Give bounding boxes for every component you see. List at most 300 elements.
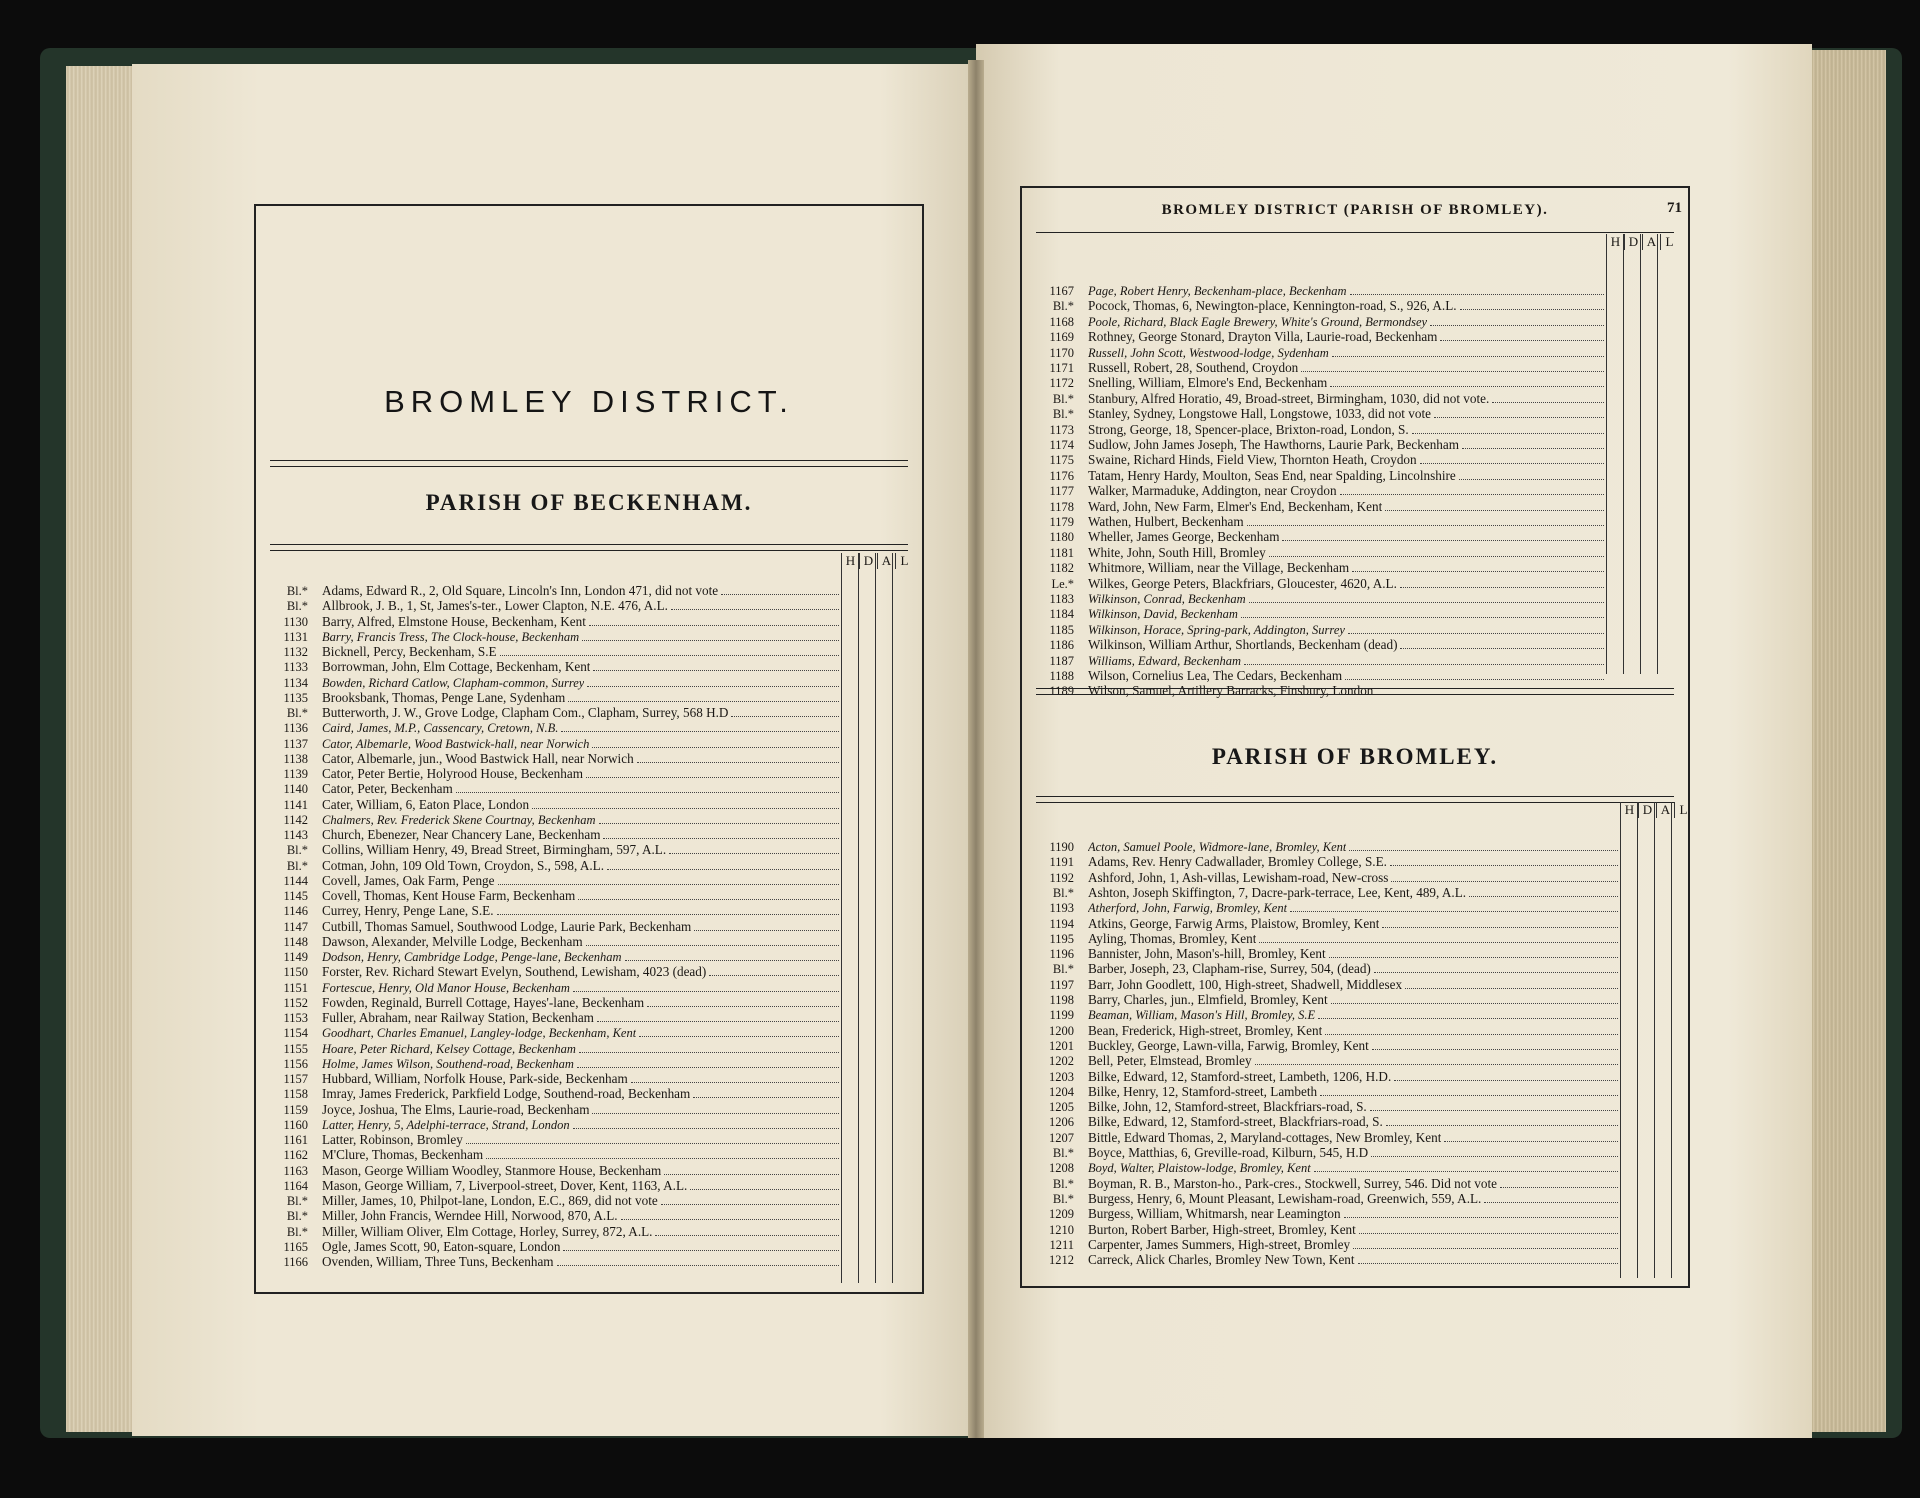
entry-text: Hubbard, William, Norfolk House, Park-side, Beckenham bbox=[322, 1072, 628, 1086]
leader-dots bbox=[693, 1088, 839, 1098]
entry-number: Bl.* bbox=[1052, 299, 1074, 314]
list-item bbox=[264, 935, 839, 949]
entry-text: Stanley, Sydney, Longstowe Hall, Longstowe, 1033, did not vote bbox=[1088, 407, 1431, 422]
entry-number: 1160 bbox=[283, 1117, 308, 1132]
list-item bbox=[1030, 1238, 1618, 1252]
entry-number: 1162 bbox=[283, 1148, 308, 1163]
leader-dots bbox=[1400, 639, 1604, 649]
leader-dots bbox=[1331, 994, 1618, 1004]
leader-dots bbox=[1241, 608, 1604, 618]
entry-text: Barber, Joseph, 23, Clapham-rise, Surrey, 504, (dead) bbox=[1088, 962, 1371, 977]
list-item bbox=[1030, 515, 1604, 529]
entry-number: 1133 bbox=[283, 660, 308, 675]
entry-number: Bl.* bbox=[286, 706, 308, 720]
list-item bbox=[1030, 840, 1618, 854]
entry-text: Imray, James Frederick, Parkfield Lodge, Southend-road, Beckenham bbox=[322, 1087, 691, 1102]
entry-number: 1199 bbox=[1049, 1008, 1074, 1023]
leader-dots bbox=[593, 661, 839, 671]
entry-number: 1183 bbox=[1049, 592, 1074, 606]
entry-number: 1196 bbox=[1049, 947, 1074, 962]
entry-text: Walker, Marmaduke, Addington, near Croydon bbox=[1088, 484, 1337, 499]
entry-number: 1192 bbox=[1049, 870, 1074, 885]
entry-number: 1139 bbox=[283, 767, 308, 781]
col-a: A bbox=[1656, 802, 1674, 818]
entry-number: 1168 bbox=[1049, 314, 1074, 329]
entry-number: 1151 bbox=[283, 980, 308, 995]
list-item bbox=[264, 676, 839, 690]
leader-dots bbox=[1371, 1147, 1618, 1157]
entry-number: 1177 bbox=[1049, 484, 1074, 499]
entry-text: Carpenter, James Summers, High-street, Bromley bbox=[1088, 1237, 1351, 1252]
leader-dots bbox=[690, 1180, 839, 1190]
leader-dots bbox=[1352, 562, 1604, 572]
list-item bbox=[1030, 886, 1618, 900]
entry-text: Cutbill, Thomas Samuel, Southwood Lodge, Laurie Park, Beckenham bbox=[322, 919, 692, 934]
leader-dots bbox=[1405, 979, 1618, 989]
list-item bbox=[1030, 315, 1604, 329]
leader-dots bbox=[498, 875, 839, 885]
leader-dots bbox=[1345, 670, 1604, 680]
entry-text: Covell, James, Oak Farm, Penge bbox=[322, 873, 495, 888]
entry-text: Brooksbank, Thomas, Penge Lane, Sydenham bbox=[322, 690, 566, 705]
hdal-column-header bbox=[841, 553, 913, 569]
list-item bbox=[1030, 901, 1618, 915]
entry-text: Latter, Robinson, Bromley bbox=[322, 1133, 463, 1147]
list-item bbox=[264, 981, 839, 995]
entry-number: 1135 bbox=[283, 690, 308, 705]
leader-dots bbox=[1325, 1025, 1618, 1035]
entry-number: 1157 bbox=[283, 1072, 308, 1086]
entry-number: 1153 bbox=[283, 1011, 308, 1025]
list-item bbox=[1030, 1054, 1618, 1068]
list-item bbox=[1030, 530, 1604, 544]
entry-number: 1184 bbox=[1049, 607, 1074, 622]
leader-dots bbox=[597, 1012, 839, 1022]
list-item bbox=[1030, 684, 1604, 698]
entry-number: Bl.* bbox=[1052, 962, 1074, 977]
entry-number: Bl.* bbox=[286, 843, 308, 858]
entry-text: Bannister, John, Mason's-hill, Bromley, Kent bbox=[1088, 947, 1326, 962]
leader-dots bbox=[466, 1134, 839, 1144]
leader-dots bbox=[1469, 887, 1618, 897]
entry-text: Boyce, Matthias, 6, Greville-road, Kilburn, 545, H.D bbox=[1088, 1146, 1369, 1160]
leader-dots bbox=[661, 1195, 839, 1205]
leader-dots bbox=[639, 1027, 839, 1037]
leader-dots bbox=[1440, 331, 1604, 341]
leader-dots bbox=[1282, 531, 1604, 541]
entry-text: Whitmore, William, near the Village, Beckenham bbox=[1088, 561, 1350, 576]
entry-number: 1200 bbox=[1049, 1023, 1074, 1038]
leader-dots bbox=[1247, 516, 1604, 526]
entry-number: 1180 bbox=[1049, 530, 1074, 545]
entry-text: Forster, Rev. Richard Stewart Evelyn, Southend, Lewisham, 4023 (dead) bbox=[322, 965, 707, 980]
list-item bbox=[1030, 469, 1604, 483]
entry-text: Russell, Robert, 28, Southend, Croydon bbox=[1088, 361, 1299, 375]
entry-number: 1171 bbox=[1049, 361, 1074, 375]
list-item bbox=[1030, 1115, 1618, 1129]
entry-number: 1145 bbox=[283, 889, 308, 903]
list-item bbox=[264, 782, 839, 796]
leader-dots bbox=[631, 1073, 839, 1083]
entry-text: Acton, Samuel Poole, Widmore-lane, Bromley, Kent bbox=[1088, 840, 1347, 854]
list-item bbox=[264, 920, 839, 934]
leader-dots bbox=[1259, 933, 1618, 943]
leader-dots bbox=[1329, 948, 1618, 958]
entry-number: Bl.* bbox=[1052, 407, 1074, 422]
list-item bbox=[1030, 346, 1604, 360]
entry-number: 1212 bbox=[1049, 1253, 1074, 1268]
entry-number: 1187 bbox=[1049, 653, 1074, 668]
list-item bbox=[1030, 330, 1604, 344]
entry-number: 1203 bbox=[1049, 1069, 1074, 1084]
entry-text: Wilkinson, Horace, Spring-park, Addington, Surrey bbox=[1088, 622, 1345, 637]
entry-text: Goodhart, Charles Emanuel, Langley-lodge, Beckenham, Kent bbox=[322, 1026, 637, 1041]
col-rule bbox=[1640, 234, 1641, 674]
leader-dots bbox=[599, 814, 839, 824]
leader-dots bbox=[1330, 377, 1604, 387]
rule bbox=[270, 460, 908, 461]
entry-text: Barry, Francis Tress, The Clock-house, Beckenham bbox=[322, 629, 580, 644]
entry-text: Caird, James, M.P., Cassencary, Cretown, N.B. bbox=[322, 721, 559, 736]
entry-text: Covell, Thomas, Kent House Farm, Beckenham bbox=[322, 889, 576, 903]
entry-text: Currey, Henry, Penge Lane, S.E. bbox=[322, 904, 494, 919]
entry-text: Collins, William Henry, 49, Bread Street, Birmingham, 597, A.L. bbox=[322, 843, 667, 858]
list-item bbox=[264, 1255, 839, 1269]
col-h: H bbox=[841, 553, 859, 569]
col-d: D bbox=[1638, 802, 1656, 818]
entry-text: Pocock, Thomas, 6, Newington-place, Kennington-road, S., 926, A.L. bbox=[1088, 299, 1457, 314]
leader-dots bbox=[1348, 624, 1604, 634]
entry-text: Burgess, William, Whitmarsh, near Leamington bbox=[1088, 1207, 1341, 1222]
entry-number: 1165 bbox=[283, 1239, 308, 1254]
entry-text: Dawson, Alexander, Melville Lodge, Beckenham bbox=[322, 934, 583, 949]
list-item bbox=[264, 737, 839, 751]
entry-number: 1198 bbox=[1049, 993, 1074, 1007]
right-page-frame bbox=[1020, 186, 1690, 1288]
entry-text: Ogle, James Scott, 90, Eaton-square, London bbox=[322, 1239, 561, 1254]
entry-number: Bl.* bbox=[286, 584, 308, 598]
list-item bbox=[1030, 376, 1604, 390]
leader-dots bbox=[1390, 856, 1618, 866]
entry-text: Bilke, Edward, 12, Stamford-street, Lambeth, 1206, H.D. bbox=[1088, 1069, 1392, 1084]
entry-text: Hoare, Peter Richard, Kelsey Cottage, Beckenham bbox=[322, 1041, 576, 1056]
entry-number: 1152 bbox=[283, 995, 308, 1010]
leader-dots bbox=[1318, 1009, 1618, 1019]
leader-dots bbox=[557, 1256, 839, 1266]
entry-text: Mason, George William, 7, Liverpool-street, Dover, Kent, 1163, A.L. bbox=[322, 1178, 688, 1193]
entry-number: 1182 bbox=[1049, 561, 1074, 576]
list-item bbox=[264, 904, 839, 918]
entry-text: Miller, John Francis, Werndee Hill, Norwood, 870, A.L. bbox=[322, 1209, 618, 1224]
leader-dots bbox=[1394, 1071, 1618, 1081]
entry-text: Wilkinson, David, Beckenham bbox=[1088, 607, 1238, 622]
entry-number: 1130 bbox=[283, 614, 308, 629]
list-item bbox=[264, 706, 839, 720]
list-item bbox=[1030, 577, 1604, 591]
entry-text: Adams, Edward R., 2, Old Square, Lincoln's Inn, London 471, did not vote bbox=[322, 584, 719, 598]
leader-dots bbox=[669, 844, 839, 854]
entry-text: Bilke, Henry, 12, Stamford-street, Lambeth bbox=[1088, 1084, 1318, 1099]
entry-number: 1173 bbox=[1049, 422, 1074, 437]
leader-dots bbox=[1344, 1208, 1618, 1218]
list-item bbox=[1030, 1223, 1618, 1237]
leader-dots bbox=[655, 1226, 839, 1236]
entry-number: 1189 bbox=[1049, 684, 1074, 699]
entry-number: 1205 bbox=[1049, 1100, 1074, 1115]
leader-dots bbox=[500, 646, 839, 656]
entry-text: Atherford, John, Farwig, Bromley, Kent bbox=[1088, 901, 1288, 916]
list-item bbox=[264, 1194, 839, 1208]
list-item bbox=[1030, 623, 1604, 637]
parish-title-bromley: PARISH OF BROMLEY. bbox=[1211, 744, 1499, 769]
list-item bbox=[264, 1087, 839, 1101]
leader-dots bbox=[1382, 918, 1618, 928]
entry-number: 1155 bbox=[283, 1041, 308, 1056]
col-a: A bbox=[877, 553, 895, 569]
entry-number: 1142 bbox=[283, 812, 308, 827]
entry-text: Snelling, William, Elmore's End, Beckenham bbox=[1088, 376, 1328, 391]
entry-text: Barry, Charles, jun., Elmfield, Bromley, Kent bbox=[1088, 993, 1328, 1007]
entry-number: 1207 bbox=[1049, 1130, 1074, 1145]
entry-number: 1178 bbox=[1049, 499, 1074, 514]
list-item bbox=[1030, 917, 1618, 931]
entry-text: Rothney, George Stonard, Drayton Villa, Laurie-road, Beckenham bbox=[1088, 330, 1438, 345]
list-item bbox=[264, 1072, 839, 1086]
rule bbox=[1036, 694, 1674, 695]
entry-number: 1146 bbox=[283, 904, 308, 919]
entry-text: Bittle, Edward Thomas, 2, Maryland-cottages, New Bromley, Kent bbox=[1088, 1130, 1442, 1145]
leader-dots bbox=[592, 1104, 839, 1114]
entry-text: Cator, Albemarle, jun., Wood Bastwick Hall, near Norwich bbox=[322, 751, 634, 766]
entry-text: Cator, Peter, Beckenham bbox=[322, 782, 453, 797]
leader-dots bbox=[1358, 1254, 1618, 1264]
list-item bbox=[264, 660, 839, 674]
col-rule bbox=[858, 553, 859, 1283]
leader-dots bbox=[1412, 424, 1604, 434]
leader-dots bbox=[573, 982, 839, 992]
entry-text: Cater, William, 6, Eaton Place, London bbox=[322, 797, 530, 812]
list-item bbox=[1030, 392, 1604, 406]
entry-number: 1204 bbox=[1049, 1084, 1074, 1099]
leader-dots bbox=[647, 997, 839, 1007]
entry-text: Wheller, James George, Beckenham bbox=[1088, 530, 1280, 545]
entry-number: 1191 bbox=[1049, 855, 1074, 870]
list-item bbox=[1030, 546, 1604, 560]
leader-dots bbox=[731, 707, 839, 717]
leader-dots bbox=[1460, 300, 1604, 310]
entry-text: Cator, Peter Bertie, Holyrood House, Beckenham bbox=[322, 767, 583, 781]
col-rule bbox=[1606, 234, 1607, 674]
leader-dots bbox=[497, 905, 839, 915]
entry-text: Poole, Richard, Black Eagle Brewery, White's Ground, Bermondsey bbox=[1088, 314, 1428, 329]
list-item bbox=[264, 752, 839, 766]
list-item bbox=[1030, 484, 1604, 498]
list-item bbox=[1030, 1008, 1618, 1022]
list-item bbox=[264, 615, 839, 629]
entry-text: Joyce, Joshua, The Elms, Laurie-road, Beckenham bbox=[322, 1102, 590, 1117]
entry-text: Allbrook, J. B., 1, St, James's-ter., Lower Clapton, N.E. 476, A.L. bbox=[322, 599, 668, 614]
entry-number: 1140 bbox=[283, 782, 308, 797]
entry-number: Bl.* bbox=[286, 599, 308, 614]
entry-number: Bl.* bbox=[286, 1209, 308, 1224]
entry-number: 1206 bbox=[1049, 1115, 1074, 1130]
leader-dots bbox=[603, 829, 839, 839]
rule bbox=[1036, 232, 1674, 233]
entry-text: Fowden, Reginald, Burrell Cottage, Hayes'-lane, Beckenham bbox=[322, 995, 645, 1010]
list-item bbox=[264, 1240, 839, 1254]
entry-text: M'Clure, Thomas, Beckenham bbox=[322, 1148, 484, 1163]
list-item bbox=[1030, 1177, 1618, 1191]
list-item bbox=[1030, 855, 1618, 869]
entry-number: 1143 bbox=[283, 828, 308, 842]
entry-text: Wilkinson, Conrad, Beckenham bbox=[1088, 592, 1246, 606]
list-item bbox=[1030, 978, 1618, 992]
leader-dots bbox=[578, 890, 839, 900]
list-item bbox=[1030, 1024, 1618, 1038]
col-rule bbox=[1654, 802, 1655, 1278]
entry-number: 1136 bbox=[283, 721, 308, 736]
page-number: 71 bbox=[1667, 200, 1682, 216]
leader-dots bbox=[671, 600, 839, 610]
list-item bbox=[1030, 423, 1604, 437]
entry-number: 1197 bbox=[1049, 977, 1074, 992]
entry-number: 1154 bbox=[283, 1026, 308, 1041]
entry-text: Fuller, Abraham, near Railway Station, Beckenham bbox=[322, 1011, 594, 1025]
entry-number: 1137 bbox=[283, 736, 308, 751]
leader-dots bbox=[1359, 1224, 1618, 1234]
entry-text: Barry, Alfred, Elmstone House, Beckenham, Kent bbox=[322, 614, 586, 629]
leader-dots bbox=[607, 860, 839, 870]
page-edges-right bbox=[1806, 50, 1886, 1432]
list-item bbox=[1030, 500, 1604, 514]
entry-number: Bl.* bbox=[1052, 1146, 1074, 1160]
leader-dots bbox=[1370, 1101, 1618, 1111]
entry-text: Bowden, Richard Catlow, Clapham-common, Surrey bbox=[322, 675, 585, 690]
entry-text: Miller, James, 10, Philpot-lane, London, E.C., 869, did not vote bbox=[322, 1194, 658, 1208]
entry-text: Miller, William Oliver, Elm Cottage, Horley, Surrey, 872, A.L. bbox=[322, 1224, 653, 1239]
hdal-column-header bbox=[1620, 802, 1692, 818]
leader-dots bbox=[1484, 1193, 1618, 1203]
list-item bbox=[1030, 932, 1618, 946]
list-item bbox=[264, 1011, 839, 1025]
list-item bbox=[264, 843, 839, 857]
entry-number: Bl.* bbox=[1052, 1176, 1074, 1191]
leader-dots bbox=[586, 768, 839, 778]
col-l: L bbox=[895, 553, 913, 569]
hdal-column-header bbox=[1606, 234, 1678, 250]
entry-number: 1201 bbox=[1049, 1038, 1074, 1053]
list-item bbox=[1030, 1070, 1618, 1084]
leader-dots bbox=[573, 1119, 839, 1129]
list-item bbox=[1030, 669, 1604, 683]
list-item bbox=[264, 1209, 839, 1223]
entry-text: Beaman, William, Mason's Hill, Bromley, S.E bbox=[1088, 1008, 1316, 1023]
entry-text: Bicknell, Percy, Beckenham, S.E bbox=[322, 645, 497, 659]
list-item bbox=[1030, 1161, 1618, 1175]
rule bbox=[1036, 688, 1674, 689]
leader-dots bbox=[1374, 963, 1618, 973]
list-item bbox=[264, 859, 839, 873]
col-d: D bbox=[859, 553, 877, 569]
leader-dots bbox=[664, 1165, 839, 1175]
list-item bbox=[1030, 1039, 1618, 1053]
entry-number: 1149 bbox=[283, 950, 308, 964]
leader-dots bbox=[1386, 1116, 1618, 1126]
entry-text: Page, Robert Henry, Beckenham-place, Beckenham bbox=[1088, 284, 1347, 298]
entry-text: Mason, George William Woodley, Stanmore House, Beckenham bbox=[322, 1163, 662, 1178]
entry-number: 1209 bbox=[1049, 1207, 1074, 1222]
entry-number: 1131 bbox=[283, 629, 308, 644]
entry-number: 1167 bbox=[1049, 284, 1074, 298]
list-item bbox=[1030, 561, 1604, 575]
entry-number: Bl.* bbox=[286, 1224, 308, 1239]
leader-dots bbox=[577, 1058, 839, 1068]
entry-text: Church, Ebenezer, Near Chancery Lane, Beckenham bbox=[322, 828, 601, 842]
leader-dots bbox=[1400, 578, 1604, 588]
entry-number: 1172 bbox=[1049, 376, 1074, 391]
list-item bbox=[1030, 592, 1604, 606]
col-rule bbox=[1671, 802, 1672, 1278]
list-item bbox=[1030, 438, 1604, 452]
rule bbox=[270, 466, 908, 467]
entry-number: 1134 bbox=[283, 675, 308, 690]
entry-number: 1156 bbox=[283, 1056, 308, 1071]
list-item bbox=[264, 950, 839, 964]
list-item bbox=[1030, 871, 1618, 885]
list-item bbox=[1030, 1192, 1618, 1206]
entry-number: 1174 bbox=[1049, 438, 1074, 452]
entry-text: Ovenden, William, Three Tuns, Beckenham bbox=[322, 1255, 554, 1269]
entry-number: 1208 bbox=[1049, 1161, 1074, 1176]
entry-text: Burgess, Henry, 6, Mount Pleasant, Lewisham-road, Greenwich, 559, A.L. bbox=[1088, 1191, 1482, 1206]
list-item bbox=[1030, 607, 1604, 621]
list-item bbox=[1030, 962, 1618, 976]
leader-dots bbox=[592, 738, 839, 748]
col-h: H bbox=[1606, 234, 1624, 250]
list-item bbox=[264, 889, 839, 903]
list-item bbox=[264, 767, 839, 781]
entry-text: White, John, South Hill, Bromley bbox=[1088, 545, 1266, 560]
col-rule bbox=[1623, 234, 1624, 674]
entry-number: 1179 bbox=[1049, 515, 1074, 529]
entry-text: Ward, John, New Farm, Elmer's End, Beckenham, Kent bbox=[1088, 499, 1383, 514]
entry-text: Boyd, Walter, Plaistow-lodge, Bromley, Kent bbox=[1088, 1161, 1311, 1176]
list-item bbox=[1030, 1100, 1618, 1114]
list-item bbox=[264, 691, 839, 705]
list-item bbox=[264, 1042, 839, 1056]
parish-title-beckenham: PARISH OF BECKENHAM. bbox=[425, 490, 753, 515]
entry-text: Tatam, Henry Hardy, Moulton, Seas End, near Spalding, Lincolnshire bbox=[1088, 468, 1456, 483]
leader-dots bbox=[586, 936, 839, 946]
list-item bbox=[1030, 361, 1604, 375]
entry-text: Atkins, George, Farwig Arms, Plaistow, Bromley, Kent bbox=[1088, 916, 1380, 931]
entry-number: Bl.* bbox=[1052, 885, 1074, 900]
entry-number: 1132 bbox=[283, 645, 308, 659]
running-head: BROMLEY DISTRICT (PARISH OF BROMLEY). bbox=[1161, 202, 1549, 218]
entry-number: 1175 bbox=[1049, 453, 1074, 468]
entry-number: 1150 bbox=[283, 965, 308, 980]
entry-text: Fortescue, Henry, Old Manor House, Beckenham bbox=[322, 980, 570, 995]
list-item bbox=[264, 1225, 839, 1239]
list-item bbox=[264, 1103, 839, 1117]
list-item bbox=[1030, 1253, 1618, 1267]
leader-dots bbox=[1385, 501, 1604, 511]
entry-text: Williams, Edward, Beckenham bbox=[1088, 653, 1241, 668]
entry-number: Bl.* bbox=[1052, 1191, 1074, 1206]
leader-dots bbox=[1462, 439, 1604, 449]
col-rule bbox=[1637, 802, 1638, 1278]
entry-number: Bl.* bbox=[1052, 391, 1074, 406]
